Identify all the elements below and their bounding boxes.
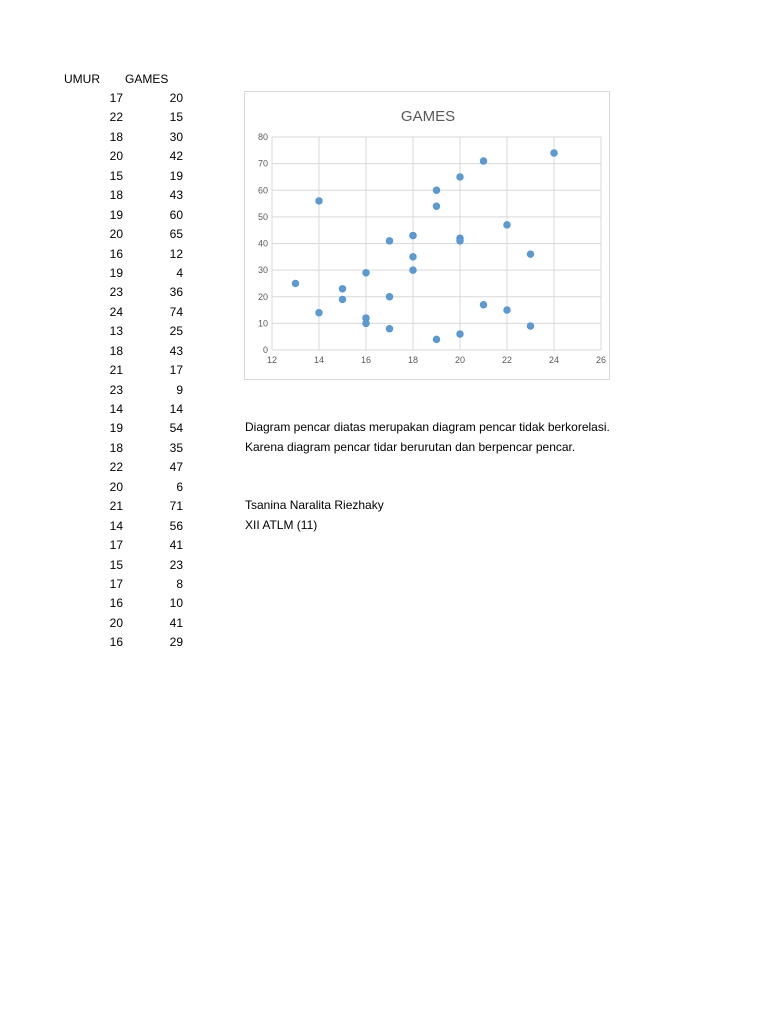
cell-umur: 20 [109, 149, 123, 164]
cell-games: 43 [169, 343, 183, 358]
cell-umur: 15 [109, 557, 123, 572]
table-row [62, 458, 186, 477]
data-point [386, 293, 393, 300]
data-point [457, 331, 464, 338]
cell-umur: 17 [109, 576, 123, 591]
cell-games: 36 [169, 285, 183, 300]
table-row [62, 381, 186, 400]
cell-games: 9 [176, 382, 183, 397]
y-tick-label: 50 [257, 211, 268, 222]
cell-umur: 22 [109, 110, 123, 125]
cell-games: 35 [169, 440, 183, 455]
table-row [62, 439, 186, 458]
cell-umur: 22 [109, 460, 123, 475]
data-point [527, 323, 534, 330]
table-row [62, 167, 186, 186]
data-point [316, 198, 323, 205]
column-header-umur: UMUR [64, 72, 100, 86]
author-class: XII ATLM (11) [245, 517, 318, 532]
table-row [62, 303, 186, 322]
table-row [62, 128, 186, 147]
table-row [62, 497, 186, 516]
table-row [62, 575, 186, 594]
y-tick-label: 80 [257, 132, 268, 142]
cell-umur: 16 [109, 246, 123, 261]
cell-umur: 13 [109, 324, 123, 339]
cell-games: 10 [169, 596, 183, 611]
cell-games: 71 [169, 499, 183, 514]
table-row [62, 108, 186, 127]
table-row [62, 556, 186, 575]
cell-umur: 23 [109, 285, 123, 300]
table-row [62, 206, 186, 225]
cell-games: 42 [169, 149, 183, 164]
x-tick-label: 16 [360, 355, 372, 365]
cell-umur: 18 [109, 343, 123, 358]
data-point [457, 174, 464, 181]
scatter-chart [244, 91, 610, 380]
data-point [339, 285, 346, 292]
table-row [62, 147, 186, 166]
table-row [62, 245, 186, 264]
data-point [551, 150, 558, 157]
data-point [527, 251, 534, 258]
y-tick-label: 10 [257, 318, 268, 329]
cell-games: 19 [169, 168, 183, 183]
cell-games: 41 [169, 615, 183, 630]
cell-umur: 18 [109, 188, 123, 203]
cell-umur: 19 [109, 265, 123, 280]
notes [245, 418, 610, 535]
cell-games: 4 [176, 265, 183, 280]
table-row [62, 633, 186, 652]
y-tick-label: 0 [262, 345, 268, 355]
column-header-games: GAMES [125, 72, 169, 86]
data-point [316, 309, 323, 316]
table-row [62, 614, 186, 633]
data-point [480, 301, 487, 308]
data-point [433, 203, 440, 210]
cell-games: 47 [169, 460, 183, 475]
spacer [245, 457, 610, 496]
cell-umur: 19 [109, 207, 123, 222]
chart-svg [245, 92, 611, 381]
chart-title: GAMES [400, 108, 456, 125]
cell-games: 23 [169, 557, 183, 572]
cell-games: 8 [176, 576, 183, 591]
table-row [62, 478, 186, 497]
data-point [292, 280, 299, 287]
table-row [62, 594, 186, 613]
data-point [410, 253, 417, 260]
table-row [62, 400, 186, 419]
cell-umur: 20 [109, 615, 123, 630]
data-point [433, 336, 440, 343]
cell-umur: 15 [109, 168, 123, 183]
table-row [62, 361, 186, 380]
x-tick-label: 18 [407, 355, 419, 365]
table-row [62, 225, 186, 244]
cell-games: 30 [169, 129, 183, 144]
table-row [62, 322, 186, 341]
data-point [386, 237, 393, 244]
table-row [62, 264, 186, 283]
cell-umur: 24 [109, 304, 123, 319]
x-tick-label: 22 [501, 355, 513, 365]
table-row [62, 342, 186, 361]
cell-games: 15 [169, 110, 183, 125]
data-point [410, 232, 417, 239]
data-point [504, 221, 511, 228]
y-tick-label: 20 [257, 291, 268, 302]
cell-umur: 20 [109, 479, 123, 494]
cell-umur: 18 [109, 440, 123, 455]
y-tick-label: 60 [257, 185, 268, 196]
note-line-1: Diagram pencar diatas merupakan diagram pencar tidak berkorelasi. [245, 420, 610, 434]
y-tick-label: 30 [257, 265, 268, 276]
data-table [62, 69, 186, 653]
table-row [62, 283, 186, 302]
cell-umur: 16 [109, 635, 123, 650]
cell-games: 25 [169, 324, 183, 339]
author-name: Tsanina Naralita Riezhaky [245, 498, 384, 512]
data-point [433, 187, 440, 194]
table-header [62, 69, 186, 89]
cell-games: 54 [169, 421, 183, 436]
cell-games: 43 [169, 188, 183, 203]
cell-games: 65 [169, 227, 183, 242]
table-row [62, 419, 186, 438]
table-body [62, 89, 186, 653]
table-row [62, 186, 186, 205]
cell-games: 29 [169, 635, 183, 650]
cell-umur: 18 [109, 129, 123, 144]
data-point [504, 307, 511, 314]
cell-umur: 21 [109, 499, 123, 514]
cell-umur: 17 [109, 538, 123, 553]
data-point [386, 325, 393, 332]
data-point [410, 267, 417, 274]
cell-games: 56 [169, 518, 183, 533]
data-point [363, 320, 370, 327]
cell-games: 17 [169, 363, 183, 378]
x-tick-label: 26 [595, 355, 607, 365]
note-line-2: Karena diagram pencar tidar berurutan dan berpencar pencar. [245, 439, 576, 454]
cell-games: 60 [169, 207, 183, 222]
x-tick-label: 12 [266, 355, 278, 365]
data-point [363, 269, 370, 276]
cell-games: 20 [169, 91, 183, 105]
cell-umur: 23 [109, 382, 123, 397]
table-row [62, 536, 186, 555]
table-row [62, 89, 186, 108]
x-tick-label: 14 [313, 355, 325, 365]
x-tick-label: 20 [454, 355, 466, 365]
cell-games: 12 [169, 246, 183, 261]
x-tick-label: 24 [548, 355, 560, 365]
cell-umur: 16 [109, 596, 123, 611]
data-point [457, 237, 464, 244]
table-row [62, 517, 186, 536]
data-point [480, 158, 487, 165]
cell-umur: 14 [109, 402, 123, 416]
cell-games: 14 [169, 402, 183, 416]
cell-umur: 19 [109, 421, 123, 436]
cell-umur: 17 [109, 91, 123, 105]
y-tick-label: 70 [257, 158, 268, 169]
cell-umur: 14 [109, 518, 123, 533]
cell-umur: 21 [109, 363, 123, 378]
y-tick-label: 40 [257, 238, 268, 249]
cell-umur: 20 [109, 227, 123, 242]
cell-games: 6 [176, 479, 183, 494]
cell-games: 41 [169, 538, 183, 553]
cell-games: 74 [169, 304, 183, 319]
data-point [339, 296, 346, 303]
